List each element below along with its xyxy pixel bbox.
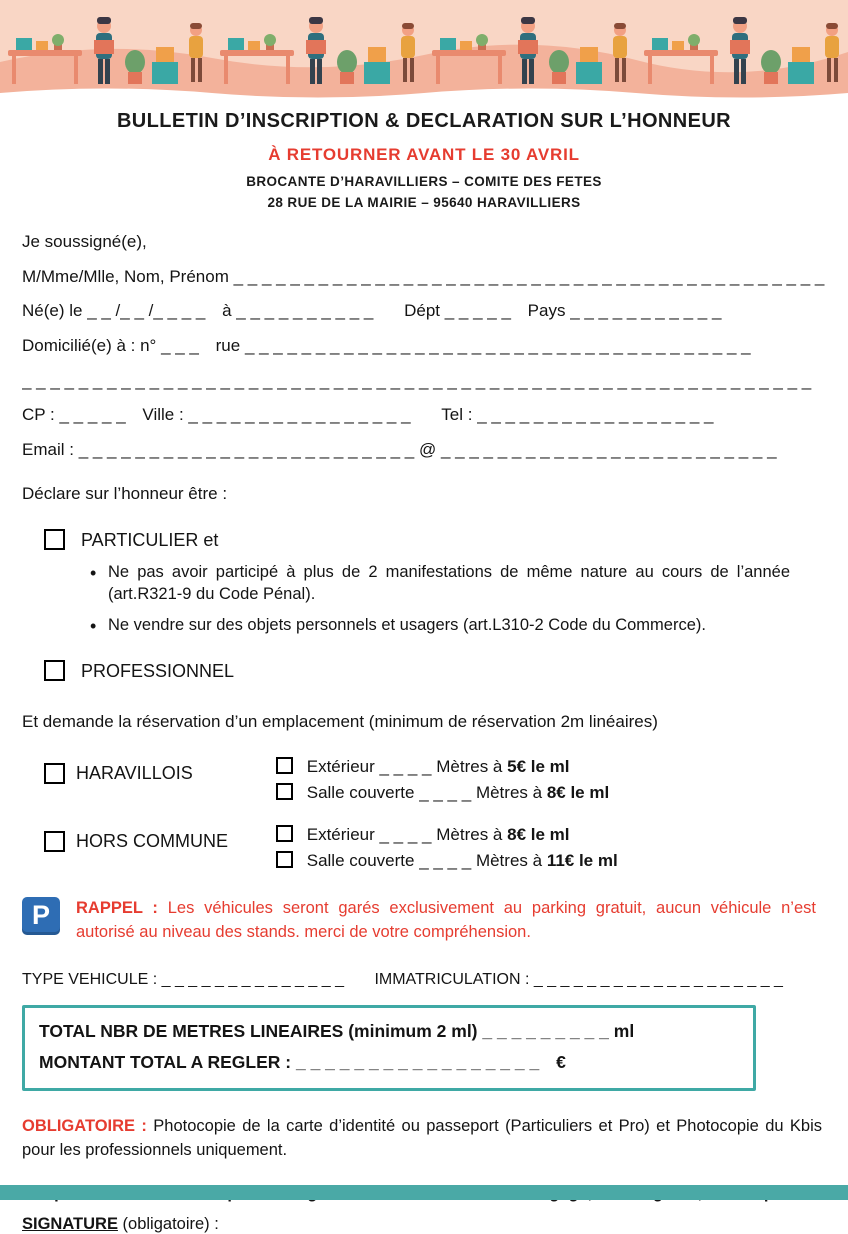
- email-blank-1: _ _ _ _ _ _ _ _ _ _ _ _ _ _ _ _ _ _ _ _ _ _ _ _: [78, 439, 415, 459]
- birthplace-blank: _ _ _ _ _ _ _ _ _ _: [236, 301, 374, 321]
- haravillois-exterieur-price: 5€ le ml: [507, 756, 570, 776]
- obligatoire-body: Photocopie de la carte d’identité ou passeport (Particuliers et Pro) et Photocopie du Kbis pour les professionnels uniquement.: [22, 1116, 822, 1159]
- tel-label: Tel :: [441, 405, 473, 425]
- haravillois-checkbox[interactable]: [44, 763, 65, 784]
- form-body: [0, 210, 848, 1234]
- country-label: Pays: [527, 301, 566, 321]
- street-label: rue: [215, 335, 241, 355]
- hors-commune-exterieur-price: 8€ le ml: [507, 824, 570, 844]
- total-metres-line: [39, 1021, 739, 1042]
- signature-line: [22, 1215, 826, 1234]
- email-line: [22, 438, 826, 463]
- rappel-lead: RAPPEL :: [76, 898, 158, 917]
- total-metres-unit: ml: [613, 1020, 635, 1041]
- signature-suffix: (obligatoire) :: [122, 1215, 219, 1234]
- dept-blank: _ _ _ _ _: [444, 301, 511, 321]
- cp-blank: _ _ _ _ _: [59, 405, 126, 425]
- immatriculation-blank: _ _ _ _ _ _ _ _ _ _ _ _ _ _ _ _ _ _ _: [533, 970, 783, 988]
- tel-blank: _ _ _ _ _ _ _ _ _ _ _ _ _ _ _ _ _: [477, 405, 714, 425]
- condition-bullet-2: • Ne vendre sur des objets personnels et usagers (art.L310-2 Code du Commerce).: [90, 614, 790, 636]
- particulier-conditions: [90, 561, 826, 636]
- hors-commune-salle-row: Salle couverte _ _ _ _ Mètres à 11€ le ml: [276, 851, 826, 871]
- vehicle-line: [22, 971, 826, 989]
- total-amount-label: MONTANT TOTAL A REGLER :: [39, 1051, 292, 1072]
- total-metres-blank: _ _ _ _ _ _ _ _ _: [482, 1020, 609, 1041]
- organizer-name: BROCANTE D’HARAVILLIERS – COMITE DES FETES: [246, 174, 602, 189]
- signature-label: SIGNATURE: [22, 1215, 118, 1234]
- haravillois-exterieur-metres-blank: _ _ _ _: [379, 756, 432, 776]
- haravillois-salle-checkbox[interactable]: [276, 783, 293, 800]
- address-label: Domicilié(e) à : n°: [22, 335, 157, 355]
- hors-commune-salle-metres-blank: _ _ _ _: [419, 850, 472, 870]
- haravillois-salle-price: 8€ le ml: [546, 782, 610, 802]
- haravillois-exterieur-row: Extérieur _ _ _ _ Mètres à 5€ le ml: [276, 757, 826, 777]
- hors-commune-group: [44, 825, 826, 871]
- birthdate-blank: _ _ /_ _ /_ _ _ _: [87, 301, 206, 321]
- dept-label: Dépt: [404, 301, 441, 321]
- hors-commune-exterieur-metres-blank: _ _ _ _: [379, 824, 432, 844]
- hors-commune-exterieur-checkbox[interactable]: [276, 825, 293, 842]
- email-blank-2: _ _ _ _ _ _ _ _ _ _ _ _ _ _ _ _ _ _ _ _ _ _ _ _: [440, 439, 777, 459]
- rappel-body: Les véhicules seront garés exclusivement au parking gratuit, aucun véhicule n’est autorisé au niveau des stands. merci de votre compréhension.: [76, 898, 816, 941]
- particulier-label: PARTICULIER et: [81, 530, 219, 551]
- birth-line: [22, 299, 826, 324]
- city-blank: _ _ _ _ _ _ _ _ _ _ _ _ _ _ _ _: [188, 405, 411, 425]
- total-amount-blank: _ _ _ _ _ _ _ _ _ _ _ _ _ _ _ _ _: [295, 1051, 540, 1072]
- hors-commune-salle-checkbox[interactable]: [276, 851, 293, 868]
- parking-icon: P: [22, 897, 60, 935]
- deadline-note: À RETOURNER AVANT LE 30 AVRIL: [268, 145, 580, 164]
- totals-box: [22, 1005, 756, 1091]
- condition-bullet-1: • Ne pas avoir participé à plus de 2 manifestations de même nature au cours de l’année (art.R321-9 du Code Pénal).: [90, 561, 790, 606]
- street-number-blank: _ _ _: [161, 335, 199, 355]
- email-label: Email :: [22, 439, 74, 459]
- haravillois-exterieur-checkbox[interactable]: [276, 757, 293, 774]
- total-amount-unit: €: [556, 1051, 566, 1072]
- name-blank: _ _ _ _ _ _ _ _ _ _ _ _ _ _ _ _ _ _ _ _ _ _ _ _ _ _ _ _ _ _ _ _ _ _ _ _ _ _ _ _ _ _: [233, 266, 825, 286]
- address-line: [22, 334, 826, 359]
- haravillois-label: HARAVILLOIS: [76, 762, 193, 783]
- total-amount-line: [39, 1052, 739, 1073]
- address-blank-2: _ _ _ _ _ _ _ _ _ _ _ _ _ _ _ _ _ _ _ _ _ _ _ _ _ _ _ _ _ _ _ _ _ _ _ _ _ _ _ _ _ _ _ _ _ _ _ _ _ _ _ _ _ _ _ _: [22, 370, 812, 390]
- hors-commune-checkbox[interactable]: [44, 831, 65, 852]
- country-blank: _ _ _ _ _ _ _ _ _ _ _: [570, 301, 722, 321]
- parking-reminder: [22, 897, 826, 945]
- birthdate-label: Né(e) le: [22, 301, 83, 321]
- form-title: BULLETIN D’INSCRIPTION & DECLARATION SUR L’HONNEUR: [116, 110, 732, 132]
- email-at-sign: @: [418, 439, 437, 459]
- city-label: Ville :: [142, 405, 184, 425]
- declaration-heading: Déclare sur l’honneur être :: [22, 484, 228, 504]
- name-line: [22, 265, 826, 290]
- organizer-address: 28 RUE DE LA MAIRIE – 95640 HARAVILLIERS: [267, 195, 581, 210]
- professionnel-row: [44, 658, 826, 684]
- immatriculation-label: IMMATRICULATION :: [374, 970, 530, 988]
- intro-text: Je soussigné(e),: [22, 232, 147, 251]
- birthplace-label: à: [222, 301, 232, 321]
- street-blank: _ _ _ _ _ _ _ _ _ _ _ _ _ _ _ _ _ _ _ _ _ _ _ _ _ _ _ _ _ _ _ _ _ _ _ _: [244, 335, 751, 355]
- name-label: M/Mme/Mlle, Nom, Prénom: [22, 266, 229, 286]
- intro-line: [22, 230, 826, 255]
- hors-commune-salle-price: 11€ le ml: [546, 850, 618, 870]
- address-continuation-line: [22, 369, 826, 394]
- hors-commune-exterieur-row: Extérieur _ _ _ _ Mètres à 8€ le ml: [276, 825, 826, 845]
- obligatoire-lead: OBLIGATOIRE :: [22, 1116, 147, 1135]
- parking-reminder-text: [76, 897, 816, 945]
- hors-commune-label: HORS COMMUNE: [76, 830, 228, 851]
- cp-label: CP :: [22, 405, 55, 425]
- professionnel-checkbox[interactable]: [44, 660, 65, 681]
- hors-commune-row: [44, 825, 276, 852]
- header-illustration: [0, 0, 848, 100]
- haravillois-salle-row: Salle couverte _ _ _ _ Mètres à 8€ le ml: [276, 783, 826, 803]
- haravillois-group: [44, 757, 826, 803]
- professionnel-label: PROFESSIONNEL: [81, 661, 235, 682]
- vehicle-type-blank: _ _ _ _ _ _ _ _ _ _ _ _ _ _: [161, 970, 344, 988]
- form-header: [0, 110, 848, 210]
- cp-city-tel-line: [22, 403, 826, 428]
- vehicle-type-label: TYPE VEHICULE :: [22, 970, 158, 988]
- obligatoire-note: [22, 1115, 822, 1163]
- haravillois-salle-metres-blank: _ _ _ _: [419, 782, 472, 802]
- total-metres-label: TOTAL NBR DE METRES LINEAIRES (minimum 2 ml): [39, 1020, 478, 1041]
- reservation-heading: Et demande la réservation d’un emplacement (minimum de réservation 2m linéaires): [22, 712, 658, 732]
- haravillois-row: [44, 757, 276, 784]
- particulier-row: [44, 527, 826, 553]
- bottom-accent-strip: [0, 1185, 848, 1200]
- particulier-checkbox[interactable]: [44, 529, 65, 550]
